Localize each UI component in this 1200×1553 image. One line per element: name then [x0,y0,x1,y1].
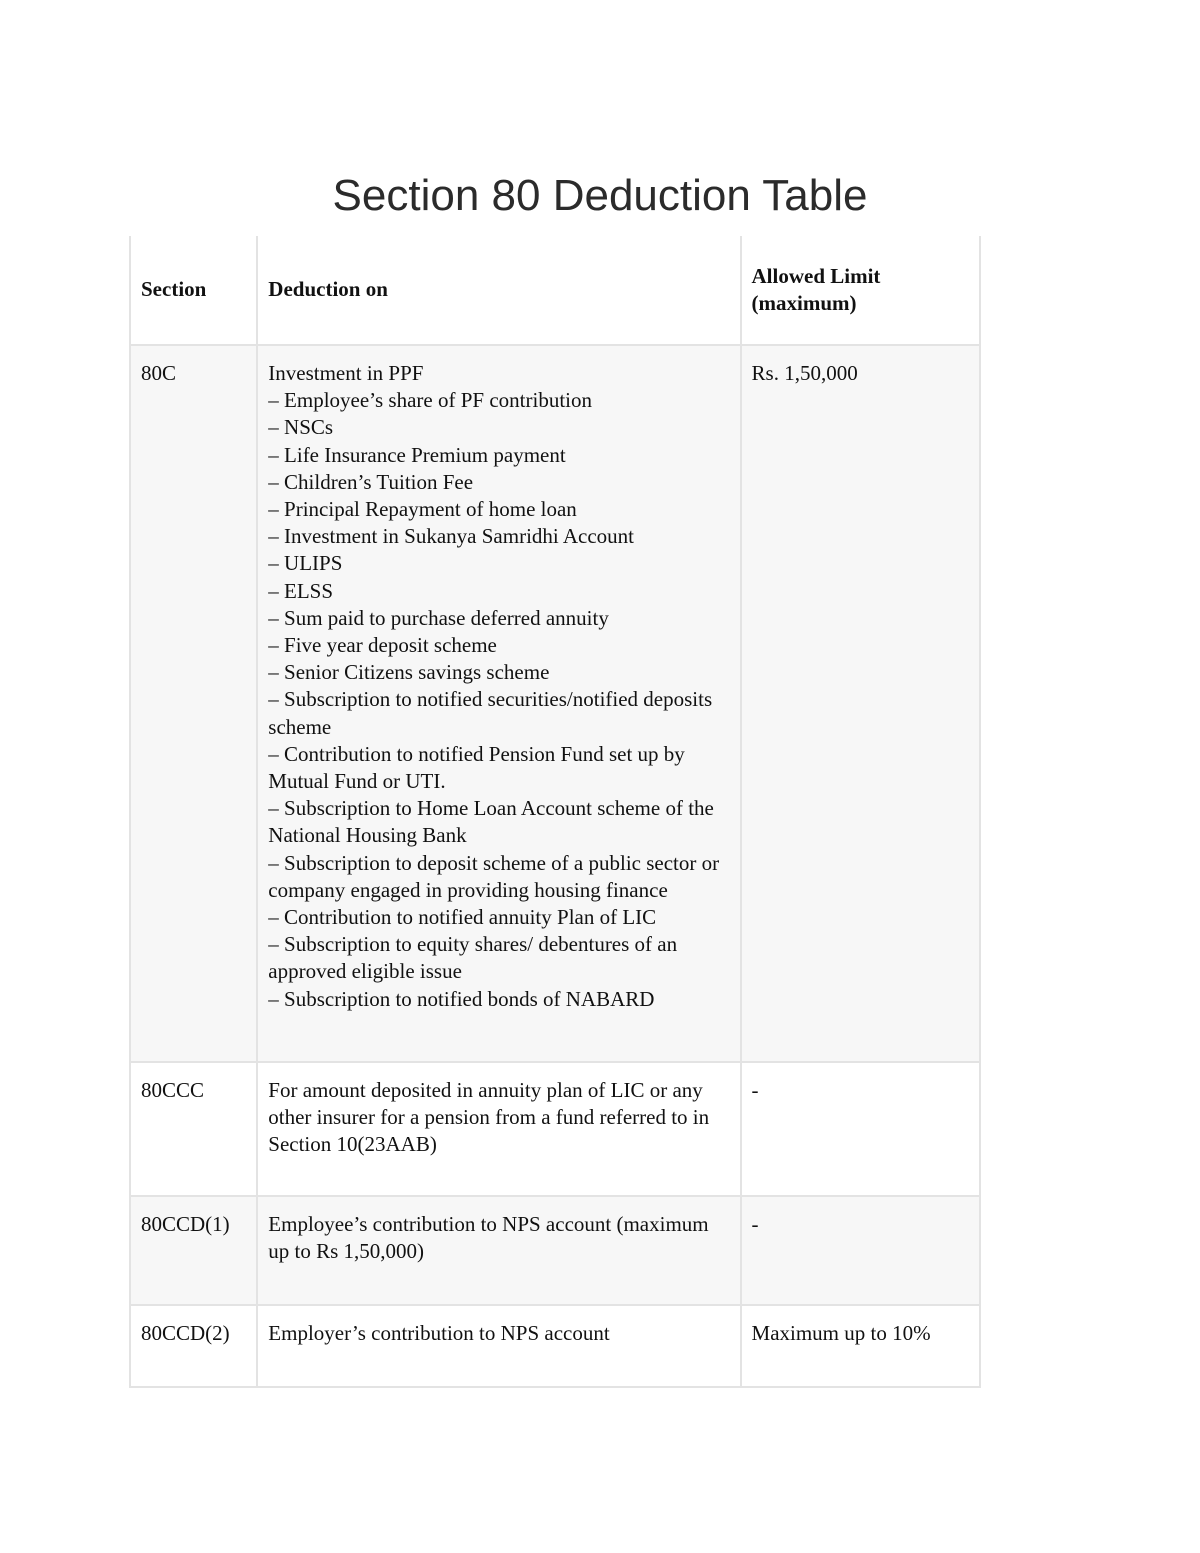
cell-section: 80CCD(2) [130,1305,257,1387]
deduction-item: – Contribution to notified annuity Plan of LIC [268,905,657,930]
table-header-row [130,236,980,345]
cell-deduction: Employer’s contribution to NPS account [257,1305,740,1387]
cell-allowed-limit: Maximum up to 10% [741,1305,980,1387]
table-row [130,1062,980,1196]
deduction-item: – Sum paid to purchase deferred annuity [268,605,609,630]
deduction-item: – Principal Repayment of home loan [268,497,577,522]
deduction-item: – ULIPS [268,551,343,576]
cell-allowed-limit: - [741,1196,980,1305]
deduction-item: – Investment in Sukanya Samridhi Account [268,524,634,549]
table-row [130,1196,980,1305]
cell-section: 80C [130,345,257,1062]
deduction-item: Investment in PPF [268,361,424,385]
cell-deduction: For amount deposited in annuity plan of LIC or any other insurer for a pension from a fund referred to in Section 10(23AAB) [257,1062,740,1196]
cell-section: 80CCD(1) [130,1196,257,1305]
deduction-table-container [129,236,981,1388]
deduction-item: – NSCs [268,415,334,440]
table-row [130,345,980,1062]
deduction-item: – Contribution to notified Pension Fund set up by Mutual Fund or UTI. [268,741,685,794]
deduction-item: – Subscription to notified securities/notified deposits scheme [268,687,713,739]
header-allowed-limit: Allowed Limit (maximum) [741,236,980,345]
page-title: Section 80 Deduction Table [332,171,868,220]
deduction-item: – ELSS [268,578,334,603]
deduction-item: – Subscription to deposit scheme of a public sector or company engaged in providing housing finance [268,850,720,902]
deduction-item: – Subscription to equity shares/ debentures of an approved eligible issue [268,932,678,984]
deduction-item: – Employee’s share of PF contribution [268,388,592,413]
cell-deduction: Employee’s contribution to NPS account (maximum up to Rs 1,50,000) [257,1196,740,1305]
deduction-table [129,236,981,1388]
cell-deduction [257,345,740,1062]
deduction-item: – Five year deposit scheme [268,633,497,658]
deduction-item: – Life Insurance Premium payment [268,442,566,467]
deduction-item: – Subscription to Home Loan Account scheme of the National Housing Bank [268,796,714,848]
cell-allowed-limit: Rs. 1,50,000 [741,345,980,1062]
table-row [130,1305,980,1387]
deduction-item: – Senior Citizens savings scheme [268,660,550,685]
deduction-item: – Children’s Tuition Fee [268,469,474,494]
cell-section: 80CCC [130,1062,257,1196]
deduction-item: – Subscription to notified bonds of NABARD [268,986,655,1011]
cell-allowed-limit: - [741,1062,980,1196]
header-deduction-on: Deduction on [257,236,740,345]
header-section: Section [130,236,257,345]
